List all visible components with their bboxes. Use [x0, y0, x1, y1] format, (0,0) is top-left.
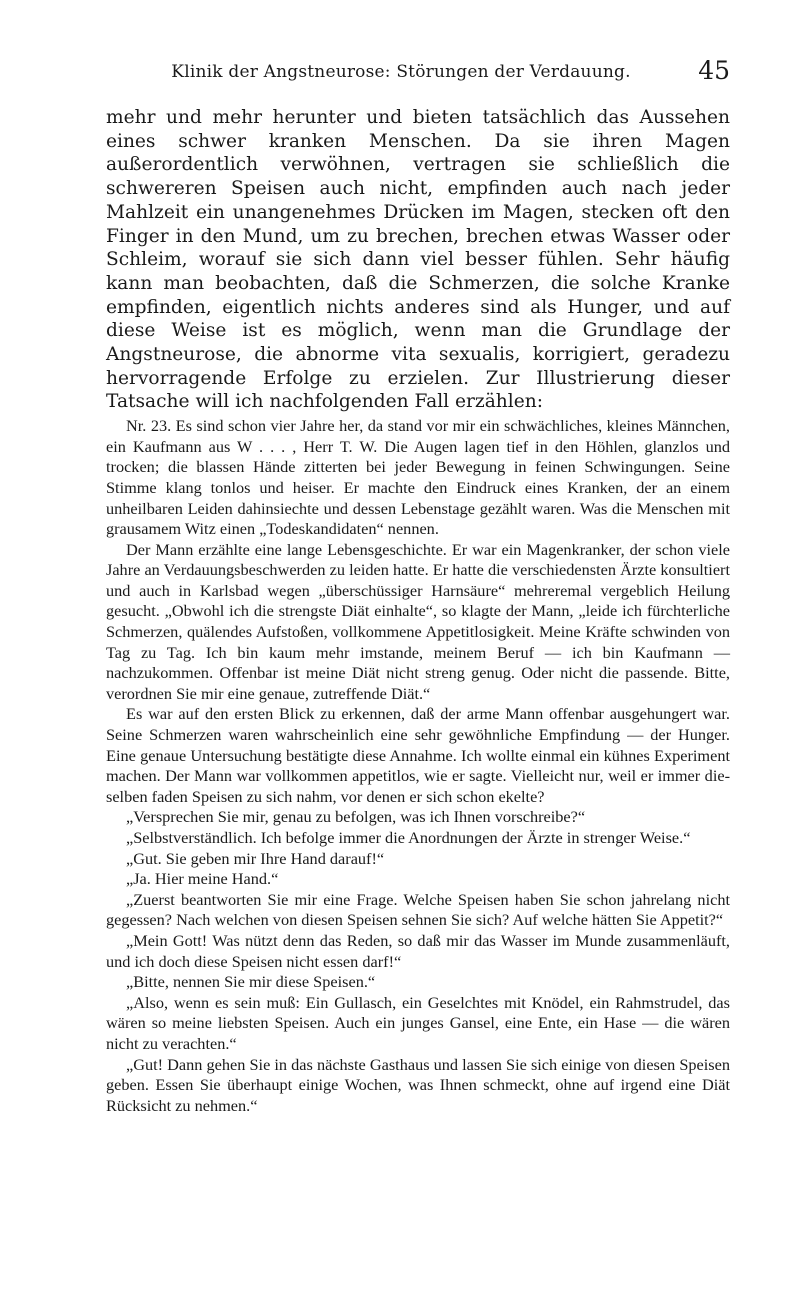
case-paragraph: Es war auf den ersten Blick zu erkennen, daß der arme Mann offenbar ausgehungert war. Seine Schmerzen waren wahrscheinlich eine sehr gewöhnliche Empfindung — der Hunger. Eine genaue Untersuchung bestätigte diese Annahme. Ich wollte einmal ein kühnes Experiment machen. Der Mann war vollkommen appetitlos, wie er sagte. Vielleicht nur, weil er immer dieselben faden Speisen zu sich nahm, vor denen er sich schon ekelte?	[106, 704, 730, 806]
dialogue-line: „Bitte, nennen Sie mir diese Speisen.“	[126, 972, 376, 992]
page-header	[106, 56, 730, 92]
dialogue-line: „Selbstverständlich. Ich befolge immer die Anordnungen der Ärzte in strenger Weise.“	[126, 828, 691, 848]
intro-paragraph: mehr und mehr herunter und bieten tatsächlich das Aussehen eines schwer kranken Menschen. Da sie ihren Magen außerordentlich verwöhnen, vertragen sie schließlich die schwereren Speisen auch nicht, empfinden auch nach jeder Mahlzeit ein unangenehmes Drücken im Magen, stecken oft den Finger in den Mund, um zu brechen, brechen etwas Wasser oder Schleim, worauf sie sich dann viel besser fühlen. Sehr häufig kann man beobachten, daß die Schmerzen, die solche Kranke empfinden, eigentlich nichts anderes sind als Hunger, und auf diese Weise ist es möglich, wenn man die Grundlage der Angstneurose, die abnorme vita sexualis, korrigiert, geradezu hervorragende Erfolge zu erzielen. Zur Illustrierung dieser Tatsache will ich nachfolgenden Fall erzählen:	[106, 107, 730, 413]
dialogue-line: „Ja. Hier meine Hand.“	[126, 869, 279, 889]
dialogue-line: „Versprechen Sie mir, genau zu befolgen, was ich Ihnen vorschreibe?“	[126, 807, 586, 827]
case-paragraph: Nr. 23. Es sind schon vier Jahre her, da stand vor mir ein schwächliches, kleines Männchen, ein Kaufmann aus W . . . , Herr T. W. Die Augen lagen tief in den Höhlen, glanzlos und trocken; die blassen Hände zitterten bei jeder Bewegung in feinen Schwingungen. Seine Stimme klang tonlos und heiser. Er machte den Eindruck eines Kranken, der an einem unheilbaren Leiden dahinsiechte und dessen Lebenstage gezählt waren. Was die Menschen mit grausamem Witz einen „Todeskandidaten“ nennen.	[106, 416, 730, 539]
dialogue-line: „Gut. Sie geben mir Ihre Hand darauf!“	[126, 848, 385, 868]
page-number: 45	[698, 56, 730, 85]
book-page	[106, 56, 730, 1116]
dialogue-line: „Zuerst beantworten Sie mir eine Frage. Welche Speisen haben Sie schon jahrelang nicht gegessen? Nach welchen von diesen Speisen sehnen Sie sich? Auf welche hätten Sie Appetit?“	[106, 889, 730, 930]
dialogue-line: „Mein Gott! Was nützt denn das Reden, so daß mir das Wasser im Munde zusammenläuft, und ich doch diese Speisen nicht essen darf!“	[106, 930, 730, 971]
dialogue-line: „Gut! Dann gehen Sie in das nächste Gasthaus und lassen Sie sich einige von diesen Speisen geben. Essen Sie überhaupt einige Wochen, was Ihnen schmeckt, ohne auf irgend eine Diät Rücksicht zu nehmen.“	[106, 1054, 730, 1115]
running-head: Klinik der Angstneurose: Störungen der Verdauung.	[171, 62, 631, 82]
dialogue-line: „Also, wenn es sein muß: Ein Gullasch, ein Geselchtes mit Knödel, ein Rahmstrudel, das wären so meine liebsten Speisen. Auch ein junges Gansel, eine Ente, ein Hase — die wären nicht zu verachten.“	[106, 992, 730, 1053]
case-paragraph: Der Mann erzählte eine lange Lebensgeschichte. Er war ein Magenkranker, der schon viele Jahre an Verdauungsbeschwerden zu leiden hatte. Er hatte die verschiedensten Ärzte konsultiert und auch in Karlsbad wegen „überschüssiger Harnsäure“ mehreremal vergeblich Heilung gesucht. „Obwohl ich die strengste Diät einhalte“, so klagte der Mann, „leide ich fürchterliche Schmerzen, quälendes Aufstoßen, vollkommene Appetitlosigkeit. Meine Kräfte schwinden von Tag zu Tag. Ich bin kaum mehr imstande, meinem Beruf — ich bin Kaufmann — nachzukommen. Offenbar ist meine Diät nicht streng genug. Oder nicht die passende. Bitte, verordnen Sie mir eine genaue, zutreffende Diät.“	[106, 539, 730, 703]
